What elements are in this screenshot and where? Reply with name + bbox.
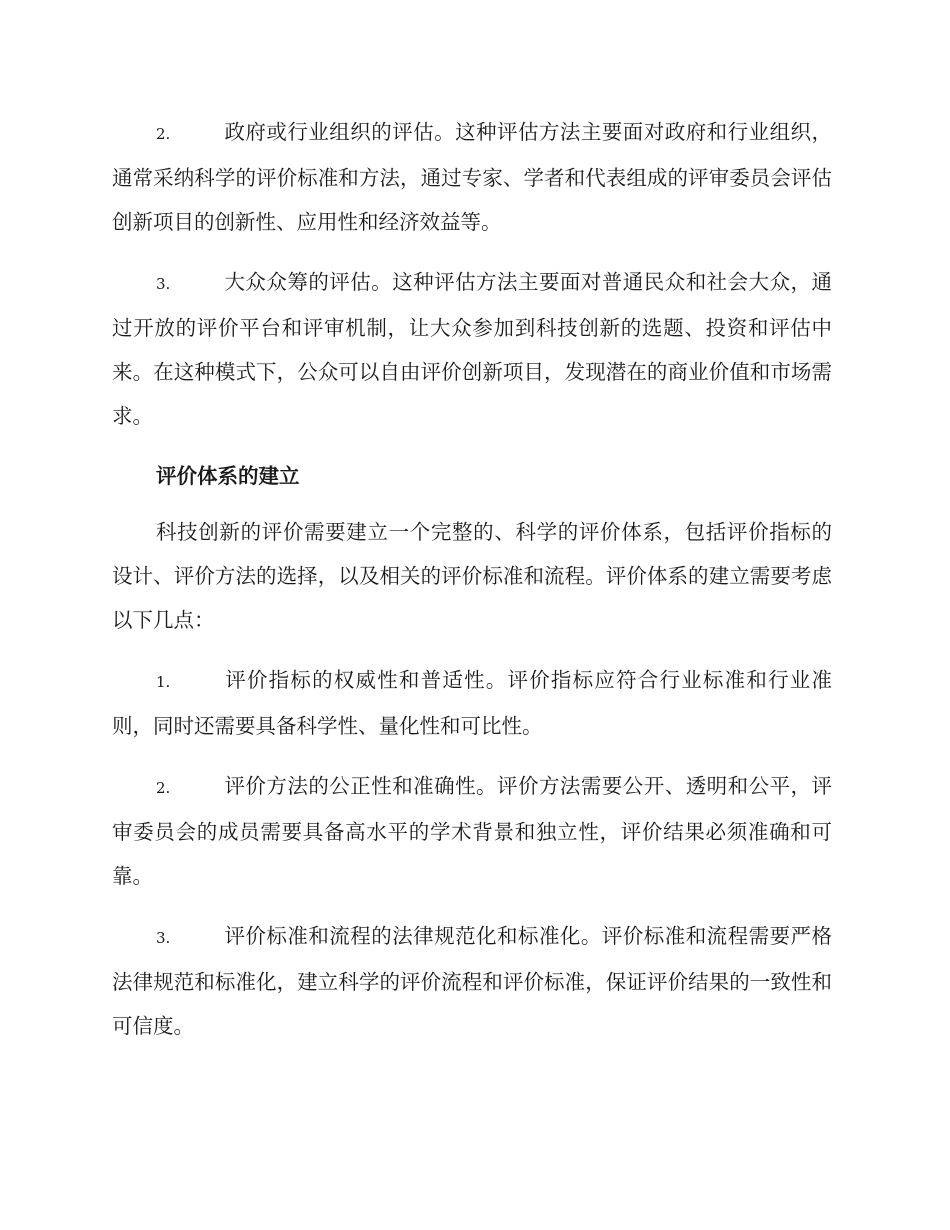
list-number: 2. (156, 779, 171, 797)
list-item-text: 评价标准和流程的法律规范化和标准化。评价标准和流程需要严格法律规范和标准化，建立科学的评价流程和评价标准，保证评价结果的一致性和可信度。 (112, 924, 832, 1038)
section-intro-paragraph: 科技创新的评价需要建立一个完整的、科学的评价体系，包括评价指标的设计、评价方法的选择，以及相关的评价标准和流程。评价体系的建立需要考虑以下几点： (112, 520, 832, 632)
list-item-text: 大众众筹的评估。这种评估方法主要面对普通民众和社会大众，通过开放的评价平台和评审机制，让大众参加到科技创新的选题、投资和评估中来。在这种模式下，公众可以自由评价创新项目，发现潜在的商业价值和市场需求。 (112, 270, 832, 428)
list-item (112, 764, 832, 898)
list-number: 1. (156, 673, 171, 691)
list-number: 3. (156, 275, 171, 293)
list-item (112, 110, 832, 244)
list-number: 2. (156, 125, 171, 143)
list-item (112, 658, 832, 748)
list-item-text: 政府或行业组织的评估。这种评估方法主要面对政府和行业组织，通常采纳科学的评价标准和方法，通过专家、学者和代表组成的评审委员会评估创新项目的创新性、应用性和经济效益等。 (112, 120, 832, 234)
list-item (112, 914, 832, 1048)
list-number: 3. (156, 929, 171, 947)
document-page (112, 110, 832, 1064)
section-heading: 评价体系的建立 (156, 464, 300, 488)
list-item-text: 评价方法的公正性和准确性。评价方法需要公开、透明和公平，评审委员会的成员需要具备高水平的学术背景和独立性，评价结果必须准确和可靠。 (112, 774, 832, 888)
list-item (112, 260, 832, 438)
list-item-text: 评价指标的权威性和普适性。评价指标应符合行业标准和行业准则，同时还需要具备科学性、量化性和可比性。 (112, 668, 832, 738)
